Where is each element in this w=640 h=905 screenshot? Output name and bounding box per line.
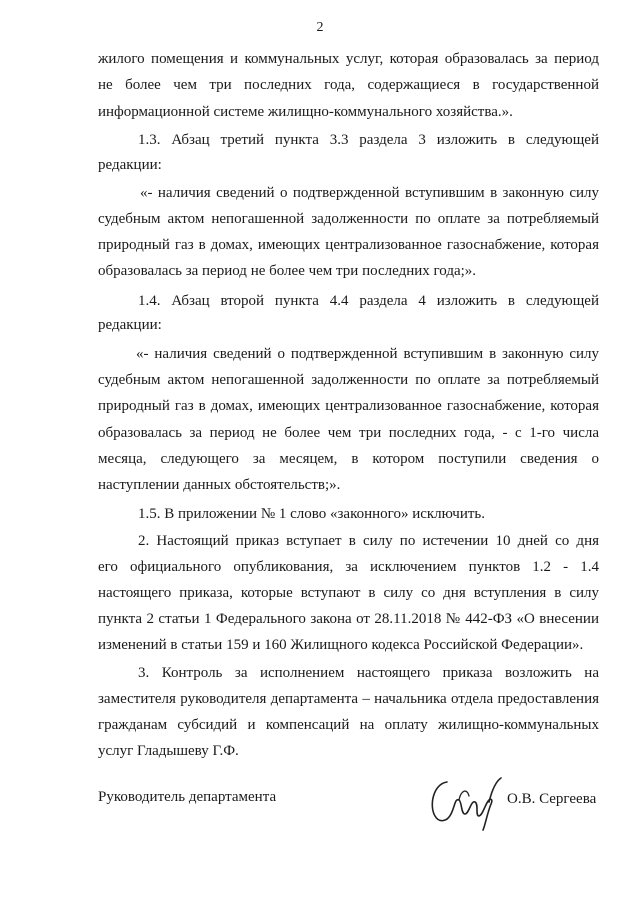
paragraph-1-4-line: 1.4. Абзац второй пункта 4.4 раздела 4 изложить в следующей: [138, 293, 599, 309]
page-number: 2: [316, 20, 324, 35]
body-line: редакции:: [98, 317, 162, 333]
body-line: настоящего приказа, которые вступают в силу со дня вступления в силу: [98, 585, 599, 601]
quote-line: образовалась за период не более чем три последних года, - с 1-го числа: [98, 425, 599, 441]
body-line: редакции:: [98, 157, 162, 173]
quote-line: образовалась за период не более чем три последних года;».: [98, 263, 477, 279]
body-line: заместителя руководителя департамента – начальника отдела предоставления: [98, 691, 599, 707]
body-line: его официального опубликования, за исключением пунктов 1.2 - 1.4: [98, 559, 599, 575]
body-line: изменений в статьи 159 и 160 Жилищного кодекса Российской Федерации».: [98, 637, 584, 653]
body-line: не более чем три последних года, содержащиеся в государственной: [98, 77, 599, 93]
quote-line: судебным актом непогашенной задолженности по оплате за потребляемый: [98, 372, 599, 388]
quote-line: наступлении данных обстоятельств;».: [98, 477, 341, 493]
paragraph-2-line: 2. Настоящий приказ вступает в силу по истечении 10 дней со дня: [138, 533, 599, 549]
body-line: информационной системе жилищно-коммунального хозяйства.».: [98, 104, 513, 120]
signatory-name: О.В. Сергеева: [507, 791, 597, 807]
body-line: жилого помещения и коммунальных услуг, которая образовалась за период: [98, 51, 599, 67]
paragraph-1-3-line: 1.3. Абзац третий пункта 3.3 раздела 3 изложить в следующей: [138, 132, 599, 148]
body-line: услуг Гладышеву Г.Ф.: [98, 743, 239, 759]
quote-line: судебным актом непогашенной задолженности по оплате за потребляемый: [98, 211, 599, 227]
quote-line: «- наличия сведений о подтвержденной вступившим в законную силу: [136, 346, 599, 362]
quote-line: природный газ в домах, имеющих централизованное газоснабжение, которая: [98, 398, 599, 414]
paragraph-3-line: 3. Контроль за исполнением настоящего приказа возложить на: [138, 665, 599, 681]
quote-line: природный газ в домах, имеющих централизованное газоснабжение, которая: [98, 237, 599, 253]
quote-line: месяца, следующего за месяцем, в котором поступили сведения о: [98, 451, 599, 467]
handwritten-signature: [425, 770, 503, 832]
paragraph-1-5-line: 1.5. В приложении № 1 слово «законного» исключить.: [138, 506, 486, 522]
signatory-position: Руководитель департамента: [98, 789, 277, 805]
body-line: гражданам субсидий и компенсаций на оплату жилищно-коммунальных: [98, 717, 599, 733]
quote-line: «- наличия сведений о подтвержденной вступившим в законную силу: [140, 185, 599, 201]
body-line: пункта 2 статьи 1 Федерального закона от 28.11.2018 № 442-ФЗ «О внесении: [98, 611, 599, 627]
